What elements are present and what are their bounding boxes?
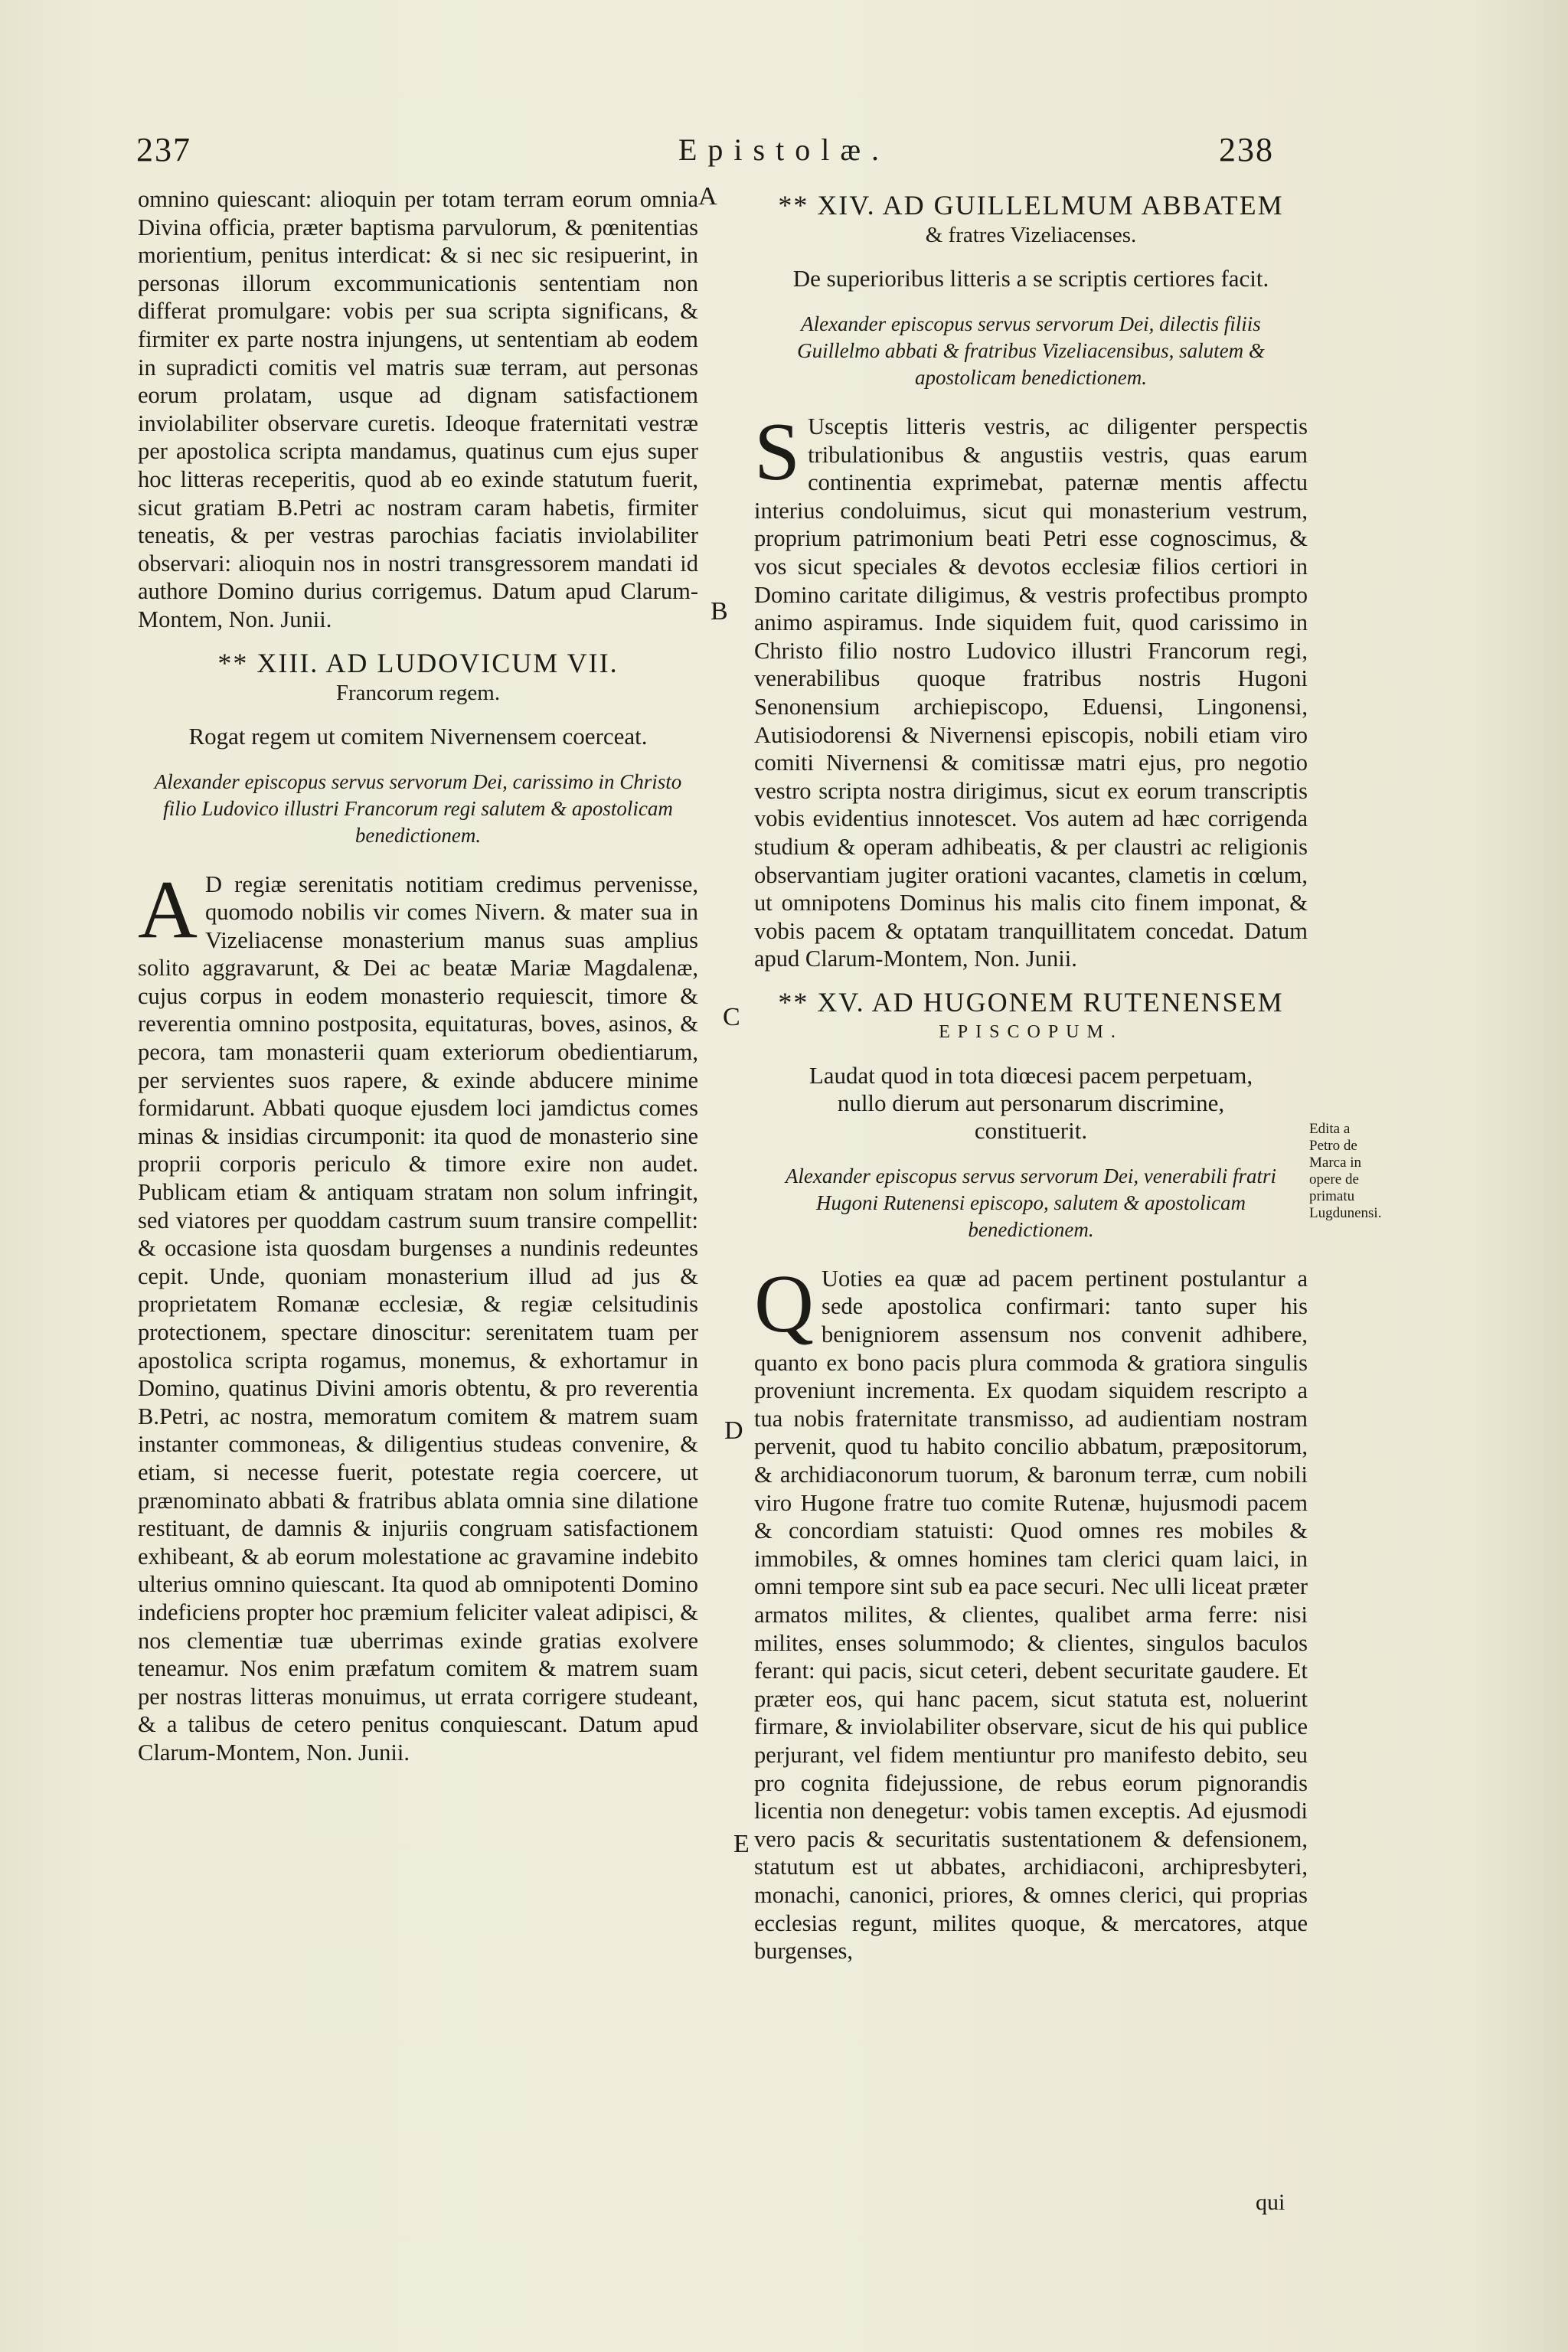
letter-15-subheading: EPISCOPUM. <box>939 1021 1123 1042</box>
letter-14-salutation: Alexander episcopus servus servorum Dei, dilectis filiis Guillelmo abbati & fratribus Vizeliacensibus, salutem & apostolicam benedictionem. <box>797 312 1265 389</box>
letter-15-summary: Laudat quod in tota diœcesi pacem perpetuam, nullo dierum aut personarum discrimine, constituerit. <box>808 1061 1253 1144</box>
letter-14-heading: ** XIV. AD GUILLELMUM ABBATEM <box>778 190 1284 220</box>
letter-13-heading: ** XIII. AD LUDOVICUM VII. <box>217 647 619 678</box>
letter-15-drop-cap: Q <box>754 1258 814 1350</box>
letter-14-summary: De superioribus litteris a se scriptis certiores facit. <box>792 265 1269 292</box>
running-title: Epistolæ. <box>678 132 890 167</box>
margin-note: Edita a Petro de Marca in opere de primatu Lugdunensi. <box>1309 1121 1382 1221</box>
letter-13-body: D regiæ serenitatis notitiam credimus pervenisse, quomodo nobilis vir comes Nivern. & mater sua in Vizeliacense monasterium manus suas amplius solito aggravarunt, & Dei ac beatæ Mariæ Magdalenæ, cujus corpus in eodem monasterio requiescit, timore & reverentia omnino postposita, equitaturas, boves, asinos, & pecora, tam monasterii quam exteriorum obedientiarum, per servientes suos rapere, & exinde abducere minime formidarunt. Abbati quoque ejusdem loci jamdictus comes minas & insidias circumponit: ita quod de monasterio sine proprii corporis periculo & timore exire non audet. Publicam etiam & antiquam stratam non solum infringit, sed viatores per quoddam castrum suum transire compellit: & occasione ista quosdam burgenses a nundinis redeuntes cepit. Unde, quoniam monasterium illud ad jus & proprietatem Romanæ ecclesiæ, & regiæ celsitudinis protectionem, spectare dinoscitur: serenitatem tuam per apostolica scripta rogamus, monemus, & exhortamur in Domino, quatinus Divini amoris obtentu, & pro reverentia B.Petri, ac nostra, memoratum comitem & matrem suam instanter commoneas, & diligentius studeas convenire, & etiam, si necesse fuerit, potestate regia coercere, ut prænominato abbati & fratribus ablata omnia sine dilatione restituant, de damnis & injuriis congruam satisfactionem exhibeant, & ab eorum molestatione ac gravamine indebito ulterius omnino quiescant. Ita quod ab omnipotenti Domino indeficiens propter hoc præmium feliciter valeat adipisci, & nos clementiæ tuæ uberrimas exinde gratias exolvere teneamur. Nos enim præfatum comitem & matrem suam per nostras litteras monuimus, ut errata corrigere studeant, & a talibus de cetero penitus conquiescant. Datum apud Clarum-Montem, Non. Junii. <box>138 871 698 1766</box>
letter-13-subheading: Francorum regem. <box>335 680 501 705</box>
letter-15-heading: ** XV. AD HUGONEM RUTENENSEM <box>778 986 1284 1018</box>
right-column <box>754 185 1308 1965</box>
left-column <box>138 185 698 1767</box>
right-page-number: 238 <box>1219 131 1274 168</box>
catchword: qui <box>1256 2190 1285 2215</box>
left-page-number: 237 <box>136 131 191 168</box>
continuation-text: omnino quiescant: alioquin per totam terram eorum omnia Divina officia, præter baptisma parvulorum, & pœnitentias morientium, penitus interdicat: & si nec sic resipuerint, in personas illorum excommunicationis sententiam non differat promulgare: vobis per sua scripta significans, & firmiter ex parte nostra injungens, ut sententiam ab eodem in supradicti comitis vel matris suæ terram, aut personas eorum prolatam, usque ad dignam satisfactionem inviolabiliter observare curetis. Ideoque fraternitati vestræ per apostolica scripta mandamus, quatinus cum ejus super hoc litteras receperitis, quod ab eo exinde statutum fuerit, sicut gratiam B.Petri ac nostram caram habetis, firmiter teneatis, & per vestras parochias faciatis inviolabiliter observari: alioquin nos in nostri transgressorem mandati id authore Domino durius corrigemus. Datum apud Clarum-Montem, Non. Junii. <box>138 186 698 632</box>
margin-letter-d: D <box>724 1416 743 1445</box>
letter-15-body: Uoties ea quæ ad pacem pertinent postulantur a sede apostolica confirmari: tanto super his benigniorem assensum nos convenit adhibere, quanto ex bono pacis plura commoda & gratiora singulis proveniunt incrementa. Ex quodam siquidem rescripto a tua nobis fraternitate transmisso, ad audientiam nostram pervenit, quod tu habito concilio abbatum, præpositorum, & archidiaconorum tuorum, & baronum terræ, cum nobili viro Hugone fratre tuo comite Rutenæ, hujusmodi pacem & concordiam statuisti: Quod omnes res mobiles & immobiles, & omnes homines tam clerici quam laici, in omni tempore sint sub ea pace securi. Nec ulli liceat præter armatos milites, & clientes, qualibet arma ferre: nisi milites, enses solummodo; & clientes, singulos baculos ferant: qui pacis, sicut ceteri, debent securitate gaudere. Et præter eos, qui hanc pacem, sicut statuta est, noluerint firmare, & inviolabiliter observare, sicut de his qui publice perjurant, vel fidem mentiuntur pro manifesto debito, seu pro cognita fidejussione, de rebus eorum pignorandis licentia non denegetur: vobis tamen exceptis. Ad ejusmodi vero pacis & securitatis sustentationem & defensionem, statutum est ut abbates, archidiaconi, archipresbyteri, monachi, canonici, priores, & omnes clerici, qui proprias ecclesias regunt, milites quoque, & mercatores, atque burgenses, <box>754 1265 1308 1965</box>
margin-letter-c: C <box>723 1003 740 1031</box>
letter-13-salutation: Alexander episcopus servus servorum Dei, carissimo in Christo filio Ludovico illustri Francorum regi salutem & apostolicam benedictionem. <box>154 769 682 847</box>
letter-14-body-paragraph <box>754 407 1308 973</box>
letter-15-body-paragraph <box>754 1258 1308 1965</box>
letter-15-salutation: Alexander episcopus servus servorum Dei, venerabili fratri Hugoni Rutenensi episcopo, salutem & apostolicam benedictionem. <box>785 1164 1277 1241</box>
letter-14-subheading: & fratres Vizeliacenses. <box>925 223 1137 247</box>
letter-13-drop-cap: A <box>138 864 198 956</box>
letter-13-summary: Rogat regem ut comitem Nivernensem coerceat. <box>188 722 648 750</box>
letter-13-body-paragraph <box>138 864 698 1767</box>
margin-letter-e: E <box>733 1830 750 1858</box>
letter-14-body: Usceptis litteris vestris, ac diligenter perspectis tribulationibus & angustiis vestris, quas earum continentia exprimebat, paternæ mentis affectu interius condoluimus, sicut qui monasterium vestrum, proprium patrimonium beati Petri esse cognoscimus, & vos sicut speciales & devotos ecclesiæ filios certiori in Domino caritate diligimus, & vestris profectibus prompto animo aspiramus. Inde siquidem fuit, quod carissimo in Christo filio nostro Ludovico illustri Francorum regi, venerabilibus quoque fratribus nostris Hugoni Senonensium archiepiscopo, Eduensi, Lingonensi, Autisiodorensi & Nivernensi episcopis, nobili etiam viro comiti Nivernensi & comitissæ matri ejus, pro negotio vestro scripta nostra dirigimus, sicut ex eorum transcriptis vobis evidentius innotescet. Vos autem ad hæc corrigenda studium & operam adhibeatis, & per claustri ac religionis observantiam jugiter orationi vacantes, clametis in cœlum, ut omnipotens Dominus his malis cito finem imponat, & vobis pacem & optatam tranquillitatem concedat. Datum apud Clarum-Montem, Non. Junii. <box>754 413 1308 972</box>
letter-14-drop-cap: S <box>754 407 801 498</box>
margin-letter-a: A <box>698 182 717 211</box>
margin-letter-b: B <box>710 597 728 626</box>
